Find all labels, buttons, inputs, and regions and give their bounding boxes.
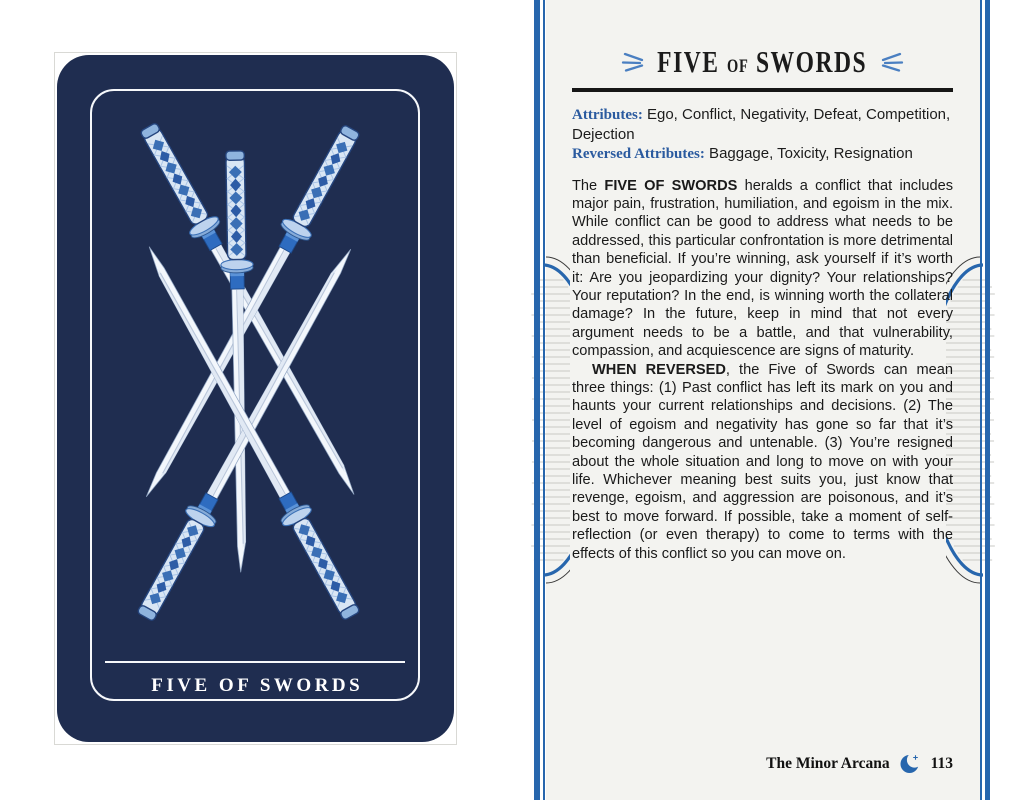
card-title: FIVE OF SWORDS (151, 675, 364, 696)
tarot-card-frame (54, 52, 457, 745)
right-edge-medallion-ornament (946, 235, 1018, 605)
page-title: FIVE OF SWORDS (657, 44, 868, 79)
footer-page-number: 113 (930, 754, 953, 772)
page-border-thin-right (980, 0, 982, 800)
header-rule (572, 88, 953, 92)
crescent-moon-icon (899, 752, 922, 775)
body-copy (572, 177, 953, 564)
paragraph-upright: The FIVE OF SWORDS heralds a conflict that includes major pain, frustration, humiliation, and egoism in the mix. While conflict can be good to address what needs to be addressed, this particular confrontation is more detrimental than beneficial. If you’re winning, ask yourself if it’s worth it: Are you jeopardizing your dignity? Your relationships? Your reputation? In the end, is winning worth the collateral damage? In the future, keep in mind that not every argument needs to be a battle, and that vulnerability, compassion, and acquiescence are signs of maturity. (572, 177, 953, 360)
card-inner-border (90, 89, 420, 701)
left-edge-medallion-ornament (480, 235, 570, 605)
reversed-attributes-value: Baggage, Toxicity, Resignation (704, 144, 913, 162)
attributes-block (572, 105, 953, 164)
sparkle-right-icon (877, 51, 904, 73)
tarot-card (57, 55, 454, 742)
attributes-label: Attributes: (572, 106, 643, 123)
paragraph-reversed: WHEN REVERSED, the Five of Swords can mean three things: (1) Past conflict has left its mark on you and haunts your current relationships and decisions. (2) The level of egoism and negativity has gone so far that it’s becoming dangerous and untenable. (3) You’re resigned about the whole situation and long to move on with your life. Whichever meaning best suits you, just know that revenge, egoism, and aggression are poisonous, and it’s best to move forward. If possible, take a moment of self-reflection (or even therapy) to come to terms with the effects of this conflict so you can move on. (572, 361, 953, 562)
page-border-thick-right (985, 0, 991, 800)
card-title-rule (105, 661, 405, 663)
attributes-value: Ego, Conflict, Negativity, Defeat, Competition, Dejection (572, 105, 951, 143)
page-footer (766, 752, 953, 775)
reversed-attributes-label: Reversed Attributes: (572, 145, 705, 162)
sparkle-left-icon (621, 51, 648, 73)
page-border-thick-left (534, 0, 540, 800)
page-border-thin-left (543, 0, 545, 800)
page-header (572, 44, 953, 80)
page-content (572, 0, 953, 563)
footer-section-title: The Minor Arcana (766, 754, 890, 772)
